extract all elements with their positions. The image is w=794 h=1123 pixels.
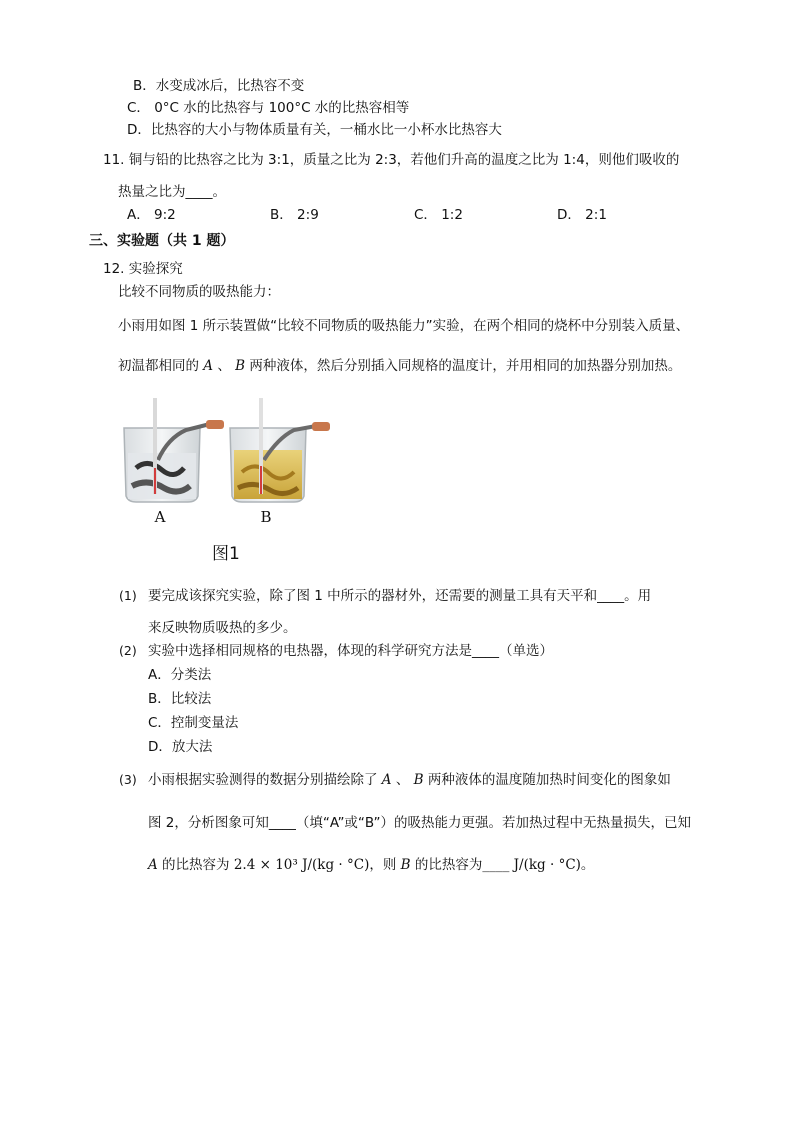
q11-option-a: A． 9:2: [127, 207, 176, 223]
q12-number: 12. 实验探究: [103, 261, 183, 277]
q12-part3-number: (3): [119, 772, 137, 787]
beaker-illustration: [118, 398, 332, 528]
q12-subtitle: 比较不同物质的吸热能力：: [118, 284, 280, 300]
q11-option-b: B． 2:9: [270, 207, 319, 223]
figure-label-b: B: [260, 508, 272, 526]
q11-option-c: C． 1:2: [414, 207, 463, 223]
q12-part3-line1: 小雨根据实验测得的数据分别描绘除了 A 、 B 两种液体的温度随加热时间变化的图象如: [148, 772, 671, 788]
q12-part2-option-d: D．放大法: [148, 739, 213, 755]
q12-part2-option-b: B．比较法: [148, 691, 212, 707]
q10-option-d: D．比热容的大小与物体质量有关，一桶水比一小杯水比热容大: [127, 122, 502, 138]
q12-part2-number: (2): [119, 643, 137, 658]
q11-stem-line1: 11. 铜与铅的比热容之比为 3:1，质量之比为 2:3，若他们升高的温度之比为 1:4，则他们吸收的: [103, 152, 680, 168]
figure-caption: 图1: [212, 544, 240, 564]
q12-part2-stem: 实验中选择相同规格的电热器，体现的科学研究方法是____（单选）: [148, 643, 553, 659]
beaker-photo: [118, 398, 332, 528]
q12-intro-line1: 小雨用如图 1 所示装置做“比较不同物质的吸热能力”实验，在两个相同的烧杯中分别装入质量、: [118, 318, 690, 334]
q11-stem-line2: 热量之比为____。: [118, 184, 226, 200]
q12-part1-line1: 要完成该探究实验，除了图 1 中所示的器材外，还需要的测量工具有天平和____。用: [148, 588, 652, 604]
q12-part3-line3: A 的比热容为 2.4 × 10³ J/(kg · °C)，则 B 的比热容为____ J/(kg · °C)。: [148, 857, 595, 873]
q10-option-b: B．水变成冰后，比热容不变: [133, 78, 305, 94]
q11-option-d: D． 2:1: [557, 207, 607, 223]
q12-part2-option-c: C．控制变量法: [148, 715, 239, 731]
q12-part2-option-a: A．分类法: [148, 667, 212, 683]
figure-label-a: A: [154, 508, 166, 526]
q12-part1-line2: 来反映物质吸热的多少。: [148, 620, 297, 636]
q12-part3-line2: 图 2，分析图象可知____（填“A”或“B”）的吸热能力更强。若加热过程中无热量损失，已知: [148, 815, 691, 831]
q12-part1-number: (1): [119, 588, 137, 603]
section-title: 三、实验题（共 1 题）: [89, 233, 235, 249]
q12-intro-line2: 初温都相同的 A 、 B 两种液体，然后分别插入同规格的温度计，并用相同的加热器分别加热。: [118, 358, 682, 374]
q10-option-c: C． 0°C 水的比热容与 100°C 水的比热容相等: [127, 100, 410, 116]
